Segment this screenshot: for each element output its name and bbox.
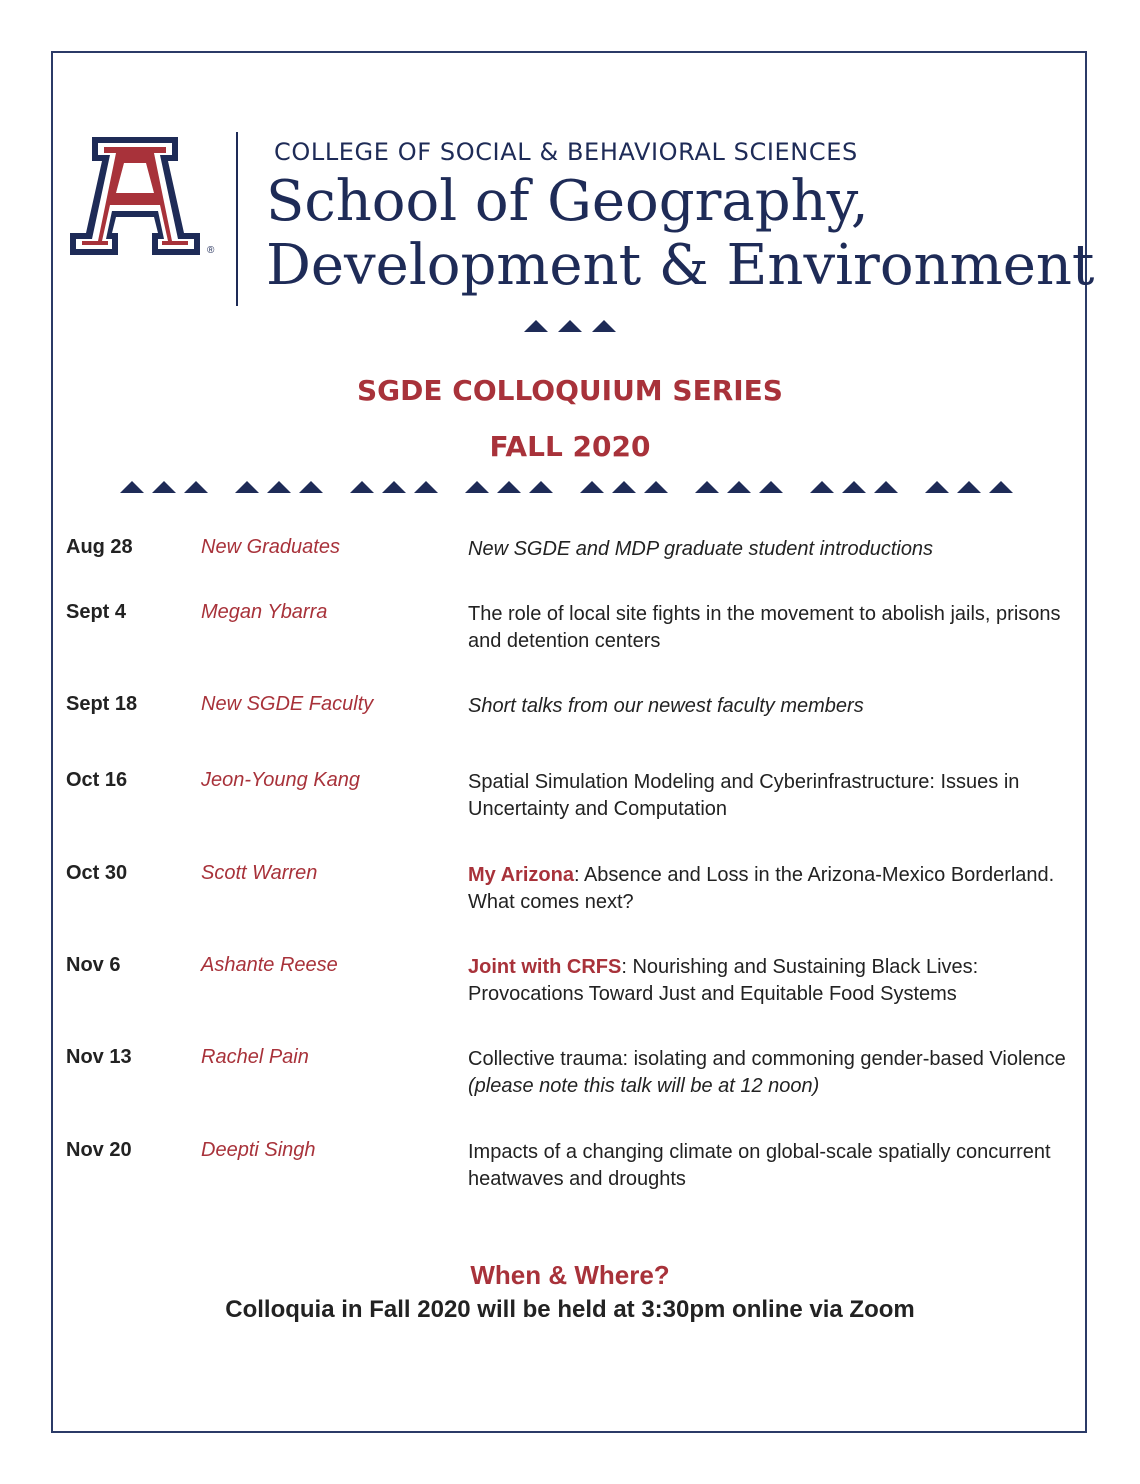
triangle-ornament bbox=[152, 481, 176, 493]
event-title bbox=[468, 536, 1068, 563]
triangle-ornament bbox=[759, 481, 783, 493]
event-date: Nov 6 bbox=[66, 954, 121, 976]
logo-divider bbox=[236, 132, 238, 306]
triangle-ornament bbox=[350, 481, 374, 493]
triangle-ornament bbox=[989, 481, 1013, 493]
triangle-ornament bbox=[529, 481, 553, 493]
triangle-ornament bbox=[465, 481, 489, 493]
school-name-line1: School of Geography, bbox=[266, 169, 869, 234]
event-speaker: New SGDE Faculty bbox=[201, 693, 374, 715]
event-title-text: New SGDE and MDP graduate student introductions bbox=[468, 538, 934, 560]
event-speaker: Megan Ybarra bbox=[201, 601, 328, 623]
triangle-ornament bbox=[810, 481, 834, 493]
event-title-text: Collective trauma: isolating and commoning gender-based Violence bbox=[468, 1048, 1066, 1070]
triangle-ornament bbox=[267, 481, 291, 493]
schedule-row bbox=[0, 601, 1140, 661]
event-title-prefix: Joint with CRFS bbox=[468, 956, 622, 978]
triangle-ornament bbox=[695, 481, 719, 493]
triangle-ornament-small bbox=[524, 318, 616, 334]
triangle-ornament bbox=[382, 481, 406, 493]
event-title bbox=[468, 1046, 1068, 1100]
triangle-ornament bbox=[299, 481, 323, 493]
triangle-ornament bbox=[957, 481, 981, 493]
triangle-ornament bbox=[580, 481, 604, 493]
when-where-heading: When & Where? bbox=[470, 1260, 670, 1290]
schedule-row bbox=[0, 954, 1140, 1014]
schedule-row bbox=[0, 1139, 1140, 1199]
event-speaker: Jeon-Young Kang bbox=[201, 769, 361, 791]
event-title-text: Impacts of a changing climate on global-scale spatially concurrent heatwaves and droughts bbox=[468, 1141, 1051, 1190]
event-title-text: : Nourishing and Sustaining Black Lives: Provocations Toward Just and Equitable Food Systems bbox=[468, 956, 979, 1005]
school-name-line2: Development & Environment bbox=[266, 233, 1095, 298]
event-date: Aug 28 bbox=[66, 536, 133, 558]
event-title-text: Spatial Simulation Modeling and Cyberinfrastructure: Issues in Uncertainty and Computation bbox=[468, 771, 1020, 820]
event-title bbox=[468, 769, 1068, 823]
event-date: Oct 16 bbox=[66, 769, 128, 791]
triangle-ornament bbox=[842, 481, 866, 493]
triangle-ornament bbox=[874, 481, 898, 493]
event-title bbox=[468, 693, 1068, 720]
event-note: (please note this talk will be at 12 noon) bbox=[468, 1075, 820, 1097]
series-term: FALL 2020 bbox=[489, 430, 651, 463]
triangle-ornament bbox=[235, 481, 259, 493]
triangle-ornament bbox=[414, 481, 438, 493]
when-where-details: Colloquia in Fall 2020 will be held at 3:30pm online via Zoom bbox=[225, 1296, 915, 1323]
triangle-ornament bbox=[120, 481, 144, 493]
event-title-text: : Absence and Loss in the Arizona-Mexico Borderland. What comes next? bbox=[468, 864, 1055, 913]
triangle-ornament bbox=[497, 481, 521, 493]
event-title-prefix: My Arizona bbox=[468, 864, 574, 886]
event-speaker: Scott Warren bbox=[201, 862, 318, 884]
schedule-row bbox=[0, 862, 1140, 922]
event-speaker: Rachel Pain bbox=[201, 1046, 309, 1068]
event-title bbox=[468, 601, 1068, 655]
event-date: Oct 30 bbox=[66, 862, 128, 884]
triangle-ornament bbox=[612, 481, 636, 493]
event-title-text: Short talks from our newest faculty members bbox=[468, 695, 864, 717]
event-speaker: Deepti Singh bbox=[201, 1139, 316, 1161]
schedule-row bbox=[0, 693, 1140, 753]
event-speaker: New Graduates bbox=[201, 536, 340, 558]
event-title bbox=[468, 862, 1068, 916]
event-date: Sept 4 bbox=[66, 601, 127, 623]
series-title: SGDE COLLOQUIUM SERIES bbox=[357, 374, 783, 407]
college-name: COLLEGE OF SOCIAL & BEHAVIORAL SCIENCES bbox=[274, 138, 858, 166]
triangle-ornament-row bbox=[120, 478, 1022, 496]
triangle-ornament bbox=[644, 481, 668, 493]
registered-mark: ® bbox=[207, 245, 215, 256]
event-title bbox=[468, 954, 1068, 1008]
triangle-ornament bbox=[925, 481, 949, 493]
event-date: Sept 18 bbox=[66, 693, 138, 715]
university-a-logo bbox=[68, 133, 202, 257]
schedule-row bbox=[0, 536, 1140, 596]
triangle-ornament bbox=[184, 481, 208, 493]
triangle-ornament bbox=[727, 481, 751, 493]
event-date: Nov 20 bbox=[66, 1139, 132, 1161]
schedule-row bbox=[0, 769, 1140, 829]
event-title-text: The role of local site fights in the movement to abolish jails, prisons and detention centers bbox=[468, 603, 1061, 652]
event-date: Nov 13 bbox=[66, 1046, 132, 1068]
event-speaker: Ashante Reese bbox=[201, 954, 338, 976]
schedule-row bbox=[0, 1046, 1140, 1106]
event-title bbox=[468, 1139, 1068, 1193]
